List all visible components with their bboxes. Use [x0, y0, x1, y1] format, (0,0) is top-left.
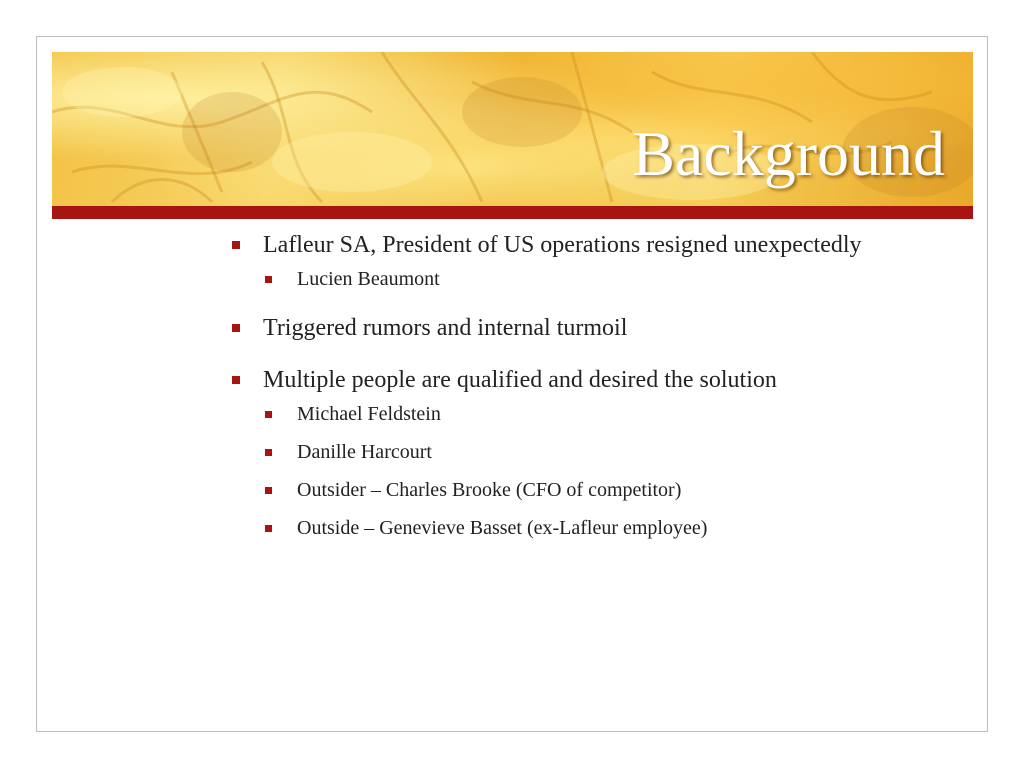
sub-bullet-list — [263, 266, 930, 292]
bullet-list — [230, 229, 930, 561]
bullet-text: Lafleur SA, President of US operations resigned unexpectedly — [263, 232, 862, 258]
square-bullet-icon — [265, 449, 272, 456]
square-bullet-icon — [265, 411, 272, 418]
sub-bullet-text: Michael Feldstein — [297, 403, 441, 425]
square-bullet-icon — [232, 376, 240, 384]
bullet-text: Multiple people are qualified and desired the solution — [263, 367, 777, 393]
sub-bullet-text: Lucien Beaumont — [297, 268, 440, 290]
title-underline-bar — [52, 206, 973, 219]
sub-bullet-text: Outside – Genevieve Basset (ex-Lafleur employee) — [297, 517, 708, 539]
bullet-item — [230, 364, 930, 541]
square-bullet-icon — [232, 241, 240, 249]
square-bullet-icon — [265, 276, 272, 283]
bullet-item — [230, 312, 930, 344]
square-bullet-icon — [265, 487, 272, 494]
title-banner — [52, 52, 973, 206]
sub-bullet-text: Danille Harcourt — [297, 441, 432, 463]
sub-bullet-list — [263, 401, 930, 541]
bullet-item — [230, 229, 930, 292]
sub-bullet-text: Outsider – Charles Brooke (CFO of competitor) — [297, 479, 682, 501]
bullet-text: Triggered rumors and internal turmoil — [263, 315, 628, 341]
sub-bullet-item — [263, 266, 930, 292]
sub-bullet-item — [263, 401, 930, 427]
sub-bullet-item — [263, 477, 930, 503]
square-bullet-icon — [232, 324, 240, 332]
sub-bullet-item — [263, 515, 930, 541]
slide-title: Background — [632, 118, 945, 189]
square-bullet-icon — [265, 525, 272, 532]
sub-bullet-item — [263, 439, 930, 465]
